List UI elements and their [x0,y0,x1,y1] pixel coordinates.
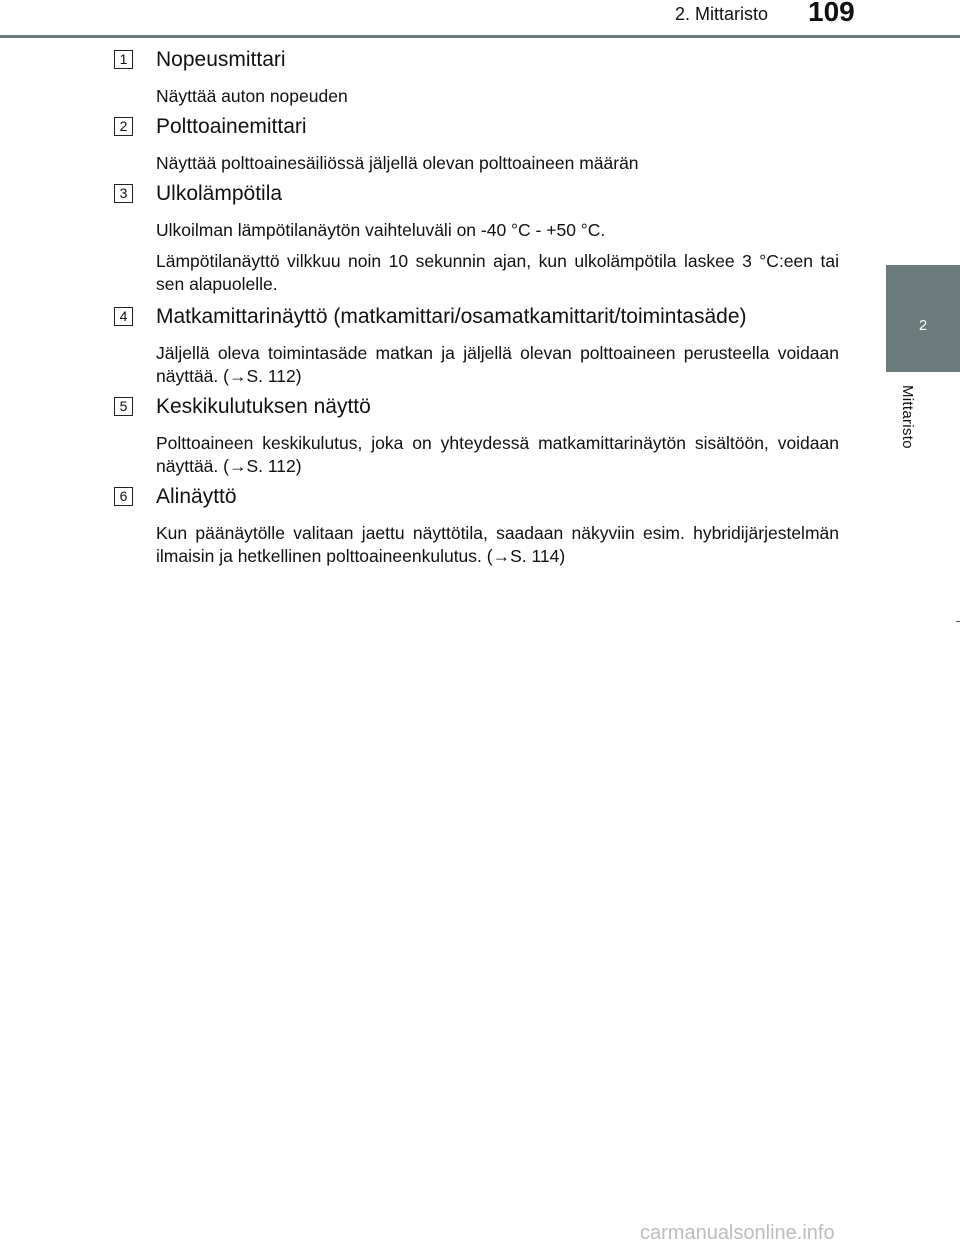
item-title: Keskikulutuksen näyttö [156,395,371,418]
section-title: 2. Mittaristo [675,4,769,24]
item-number-badge: 2 [114,117,133,136]
item-description: Jäljellä oleva toimintasäde matkan ja jäljellä olevan polttoaineen perusteella voidaan näyttää. (→S. 112) [156,343,839,386]
item-description: Lämpötilanäyttö vilkkuu noin 10 sekunnin ajan, kun ulkolämpötila laskee 3 °C:een tai sen alapuolelle. [156,251,839,294]
item-number-badge: 3 [114,184,133,203]
chapter-tab [886,265,960,372]
item-description: Ulkoilman lämpötilanäytön vaihteluväli on -40 °C - +50 °C. [156,220,606,240]
item-number-badge: 1 [114,50,133,69]
item-description: Kun päänäytölle valitaan jaettu näyttötila, saadaan näkyviin esim. hybridijärjestelmän ilmaisin ja hetkellinen polttoaineenkulutus. (→S. 114) [156,523,839,566]
item-number-badge: 6 [114,487,133,506]
chapter-number: 2 [918,317,928,334]
page-number: 109 [808,0,855,27]
item-number-badge: 5 [114,397,133,416]
item-title: Alinäyttö [156,485,237,508]
item-title: Ulkolämpötila [156,182,283,205]
item-description: Polttoaineen keskikulutus, joka on yhteydessä matkamittarinäytön sisältöön, voidaan näyttää. (→S. 112) [156,433,839,476]
item-description: Näyttää auton nopeuden [156,86,348,106]
item-title: Polttoainemittari [156,115,307,138]
chapter-label: Mittaristo [899,385,916,449]
item-title: Matkamittarinäyttö (matkamittari/osamatkamittarit/toimintasäde) [156,305,747,328]
watermark: carmanualsonline.info [640,1222,835,1244]
item-number-badge: 4 [114,307,133,326]
edge-mark [956,621,960,622]
item-description: Näyttää polttoainesäiliössä jäljellä olevan polttoaineen määrän [156,153,639,173]
header-rule [0,35,960,38]
item-title: Nopeusmittari [156,48,286,71]
